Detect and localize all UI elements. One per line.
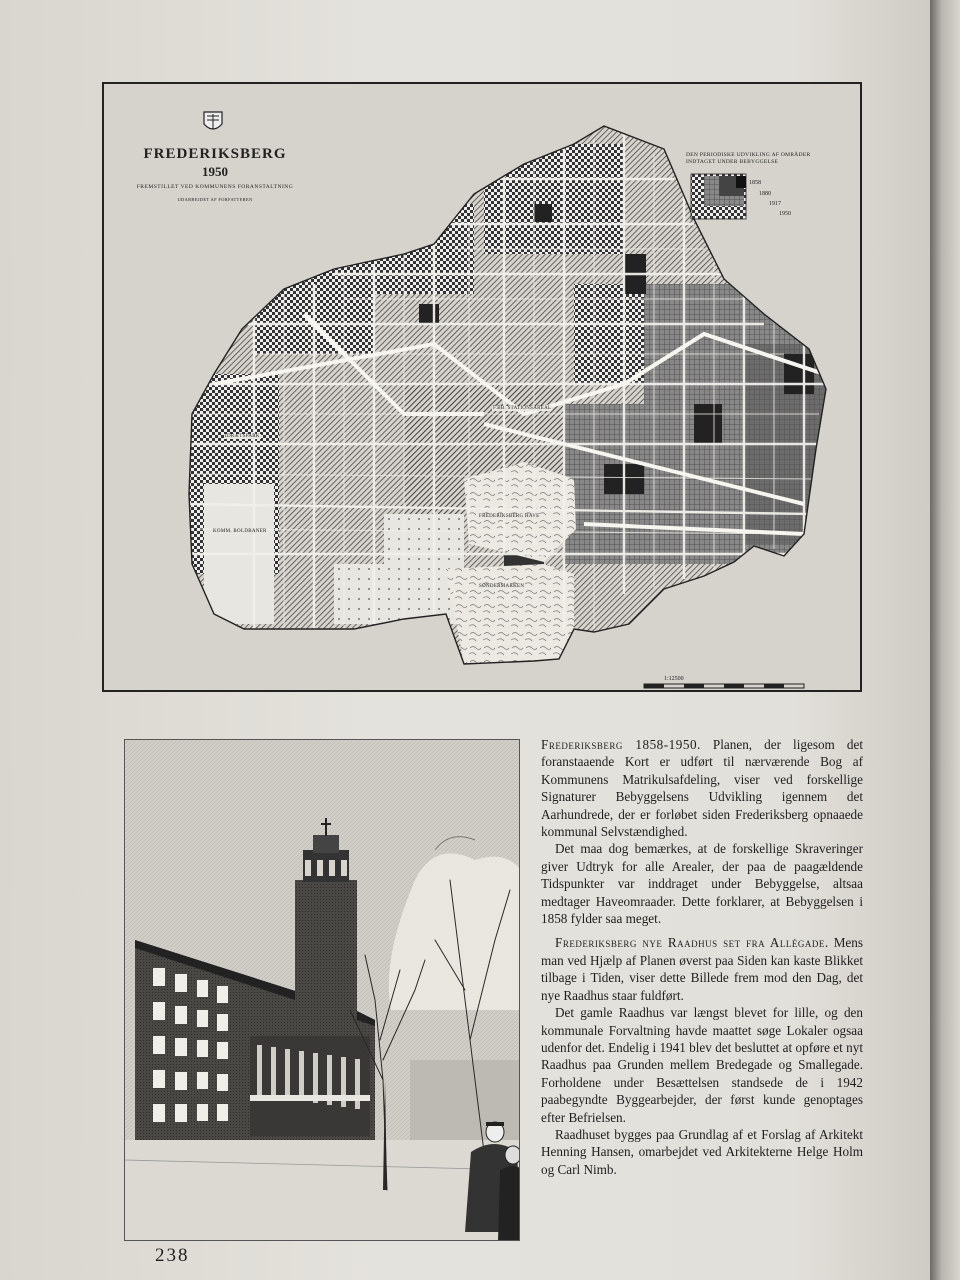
label-frederiksberg-have: FREDERIKSBERG HAVE — [479, 514, 540, 519]
caption-column — [541, 736, 863, 1178]
town-hall-illustration — [124, 739, 520, 1241]
caption-two-para2: Det gamle Raadhus var længst blevet for lille, og den kommunale Forvaltning havde maattet søge Lokaler ogsaa udenfor det. Endelig i 1941 blev det besluttet at opføre et nyt Raadhus paa Grunden mellem Bredegade og Smallegade. Forholdene under Besættelsen standsede de i 1942 paabegyndte Byggearbejder, der først kunde genoptages efter Befrielsen. — [541, 1005, 863, 1125]
legend-swatches — [691, 174, 746, 219]
caption-two-heading: Frederiksberg nye Raadhus set fra Allégade. — [555, 935, 829, 951]
legend-year-1880: 1880 — [759, 191, 771, 197]
caption-one-para1 — [541, 736, 863, 840]
caption-one-heading: Frederiksberg 1858-1950. — [541, 737, 701, 752]
label-stationsareal: F.BB. STATIONSAREAL — [493, 406, 552, 411]
legend-year-1917: 1917 — [769, 201, 781, 207]
page-edge — [930, 0, 960, 1280]
map-subtitle: FREMSTILLET VED KOMMUNENS FORANSTALTNING — [136, 184, 294, 190]
map-year: 1950 — [202, 164, 228, 179]
map-title: FREDERIKSBERG — [143, 146, 287, 162]
caption-one-para2: Det maa dog bemærkes, at de forskellige Skraveringer giver Udtryk for alle Arealer, der paa de paagældende Tidspunkter var inddraget under Bebyggelse, altsaa medtager Haveomraader. Dette forklarer, at Bebyggelsen i 1858 fylder saa meget. — [541, 841, 863, 927]
frederiksberg-map — [102, 82, 862, 692]
coat-of-arms-icon — [204, 112, 222, 129]
label-boldbaner: KOMM. BOLDBANER — [213, 529, 267, 534]
caption-two-para3: Raadhuset bygges paa Grundlag af et Forslag af Arkitekt Henning Hansen, omarbejdet ved Arkitekterne Helge Holm og Carl Nimb. — [541, 1126, 863, 1177]
caption-two-para1 — [541, 934, 863, 1004]
legend-year-1858: 1858 — [749, 180, 761, 186]
label-sondermarken: SØNDERMARKEN — [479, 584, 525, 589]
town-hall-drawing — [125, 740, 520, 1241]
legend-year-1950: 1950 — [779, 211, 791, 217]
map-credit: UDARBEJDET AF FORFATTEREN — [177, 197, 253, 202]
legend-title: DEN PERIODISKE UDVIKLING AF OMRÅDER INDTAGET UNDER BEBYGGELSE — [686, 152, 811, 165]
page-number: 238 — [155, 1245, 190, 1266]
scale-label: 1:12500 — [664, 676, 684, 682]
caption-two-body: Mens man ved Hjælp af Planen øverst paa Siden kan kaste Blikket tilbage i Tiden, viser dette Billede frem mod den Dag, det nye Raadhus staar fuldført. — [541, 935, 863, 1003]
map-title-block — [134, 146, 296, 202]
caption-one-body: Planen, der ligesom det foranstaaende Kort er udført til nærværende Bog af Kommunens Matrikulsafdeling, viser ved forskellige Signaturer Bebyggelsens Udvikling igennem det Aarhundrede, der er forløbet siden Frederiksberg opnaaede kommunal Selvstændighed. — [541, 737, 863, 840]
scale-bar — [644, 684, 804, 688]
label-idraetspark: IDRÆTSPARK — [225, 434, 260, 439]
